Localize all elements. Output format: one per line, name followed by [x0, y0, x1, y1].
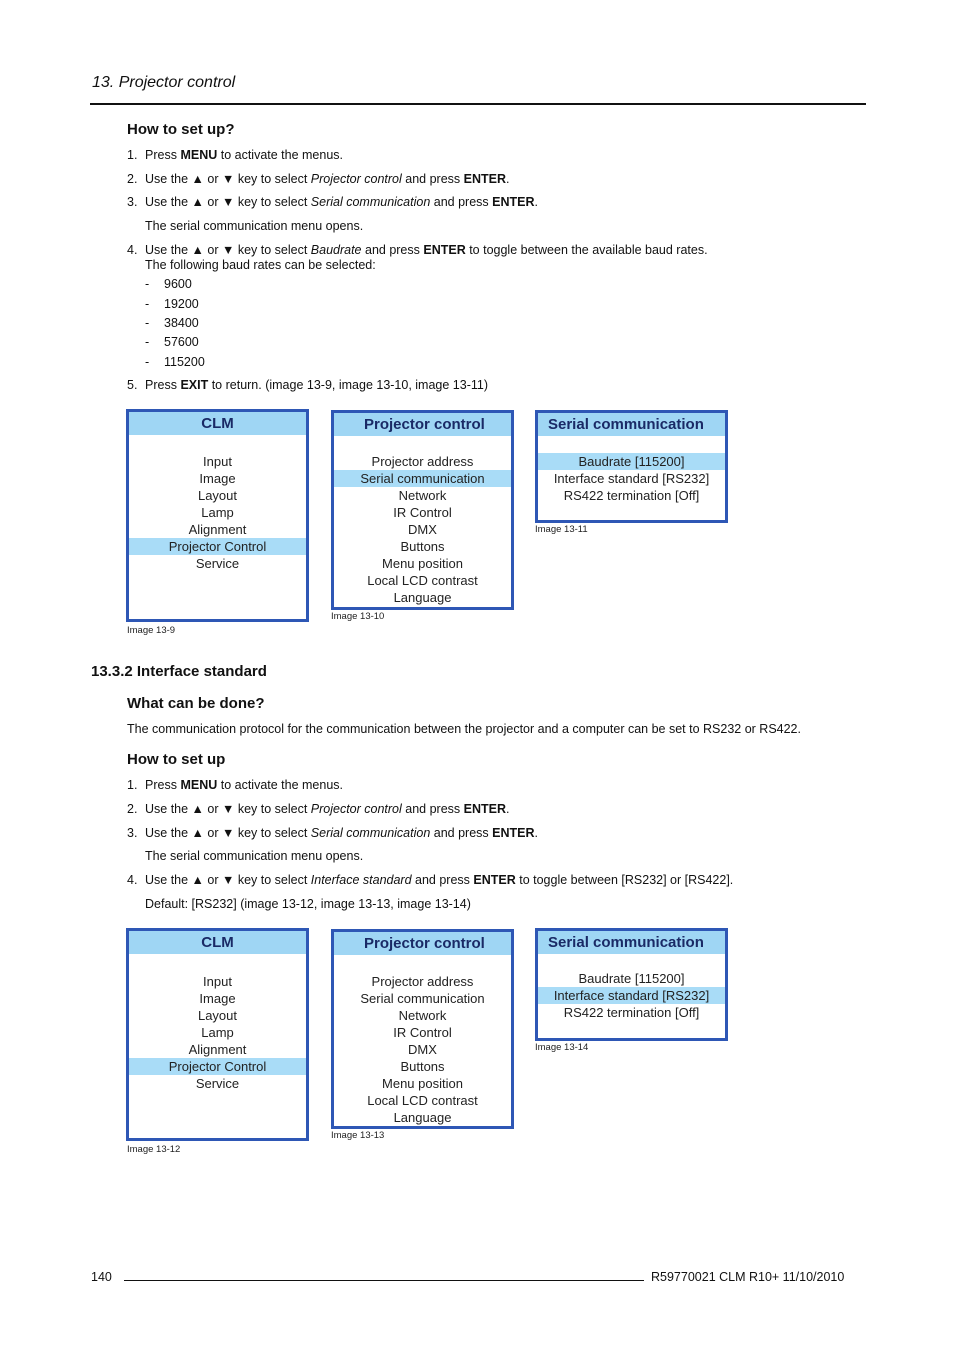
menu-title: Serial communication: [538, 931, 725, 954]
menu-item: DMX: [408, 522, 437, 537]
menu-title: Serial communication: [538, 413, 725, 436]
menu-item: Interface standard [RS232]: [553, 471, 710, 486]
page-number: 140: [91, 1270, 112, 1284]
menu-item: Menu position: [382, 1076, 463, 1091]
menu-item-selected: Serial communication: [334, 470, 511, 487]
menu-item: Service: [195, 1076, 240, 1091]
what-heading: What can be done?: [127, 695, 265, 712]
baud-rate-item: 38400: [164, 316, 199, 330]
clm-menu-screenshot: [126, 928, 309, 1141]
image-caption: Image 13-13: [331, 1130, 385, 1141]
menu-item: Lamp: [201, 1025, 234, 1040]
menu-item: Image: [199, 991, 236, 1006]
menu-item: Network: [398, 1008, 447, 1023]
bullet-dash: -: [145, 297, 150, 311]
menu-item: Image: [199, 471, 236, 486]
menu-item-selected: Baudrate [115200]: [538, 453, 725, 470]
menu-item: Local LCD contrast: [367, 573, 478, 588]
step-note: Default: [RS232] (image 13-12, image 13-13, image 13-14): [145, 897, 471, 911]
footer-divider: [124, 1280, 644, 1281]
projector-control-menu-screenshot: [331, 929, 514, 1129]
menu-item: Local LCD contrast: [367, 1093, 478, 1108]
step-text: Use the ▲ or ▼ key to select Projector control and press ENTER.: [145, 802, 510, 816]
bullet-dash: -: [145, 316, 150, 330]
menu-item: Layout: [197, 1008, 238, 1023]
step-note: The following baud rates can be selected:: [145, 258, 376, 272]
chapter-title: 13. Projector control: [92, 74, 236, 91]
menu-title: Projector control: [334, 932, 511, 955]
menu-item: Language: [393, 1110, 452, 1125]
step-text: Press MENU to activate the menus.: [145, 778, 344, 792]
baud-rate-item: 9600: [164, 277, 192, 291]
image-caption: Image 13-9: [127, 625, 176, 636]
bullet-dash: -: [145, 335, 150, 349]
menu-item: RS422 termination [Off]: [563, 488, 700, 503]
bullet-dash: -: [145, 277, 150, 291]
serial-communication-menu-screenshot: [535, 410, 728, 523]
menu-item: Service: [195, 556, 240, 571]
menu-item: Serial communication: [360, 991, 485, 1006]
menu-item: Buttons: [400, 1059, 445, 1074]
step-text: Use the ▲ or ▼ key to select Serial communication and press ENTER.: [145, 195, 538, 209]
baud-rate-item: 19200: [164, 297, 199, 311]
step-text: Press MENU to activate the menus.: [145, 148, 344, 162]
menu-title: CLM: [129, 412, 306, 435]
how-to-heading: How to set up?: [127, 121, 235, 138]
step-number: 4.: [127, 873, 138, 887]
menu-item: Projector address: [371, 974, 474, 989]
menu-item: Baudrate [115200]: [578, 971, 685, 986]
section-heading: 13.3.2 Interface standard: [91, 663, 267, 680]
clm-menu-screenshot: [126, 409, 309, 622]
menu-item-selected: Projector Control: [129, 538, 306, 555]
menu-item: Lamp: [201, 505, 234, 520]
baud-rate-item: 57600: [164, 335, 199, 349]
step-text: Use the ▲ or ▼ key to select Serial communication and press ENTER.: [145, 826, 538, 840]
step-note: The serial communication menu opens.: [145, 219, 364, 233]
menu-item: Network: [398, 488, 447, 503]
step-number: 4.: [127, 243, 138, 257]
image-caption: Image 13-12: [127, 1144, 181, 1155]
step-note: The serial communication menu opens.: [145, 849, 364, 863]
menu-item: Buttons: [400, 539, 445, 554]
document-id: R59770021 CLM R10+ 11/10/2010: [651, 1270, 845, 1284]
image-caption: Image 13-11: [535, 524, 588, 535]
menu-item: Alignment: [188, 1042, 247, 1057]
menu-item: Language: [393, 590, 452, 605]
step-number: 3.: [127, 826, 138, 840]
header-divider: [90, 103, 866, 105]
bullet-dash: -: [145, 355, 150, 369]
menu-item: RS422 termination [Off]: [563, 1005, 700, 1020]
image-caption: Image 13-10: [331, 611, 385, 622]
how-to-heading: How to set up: [127, 751, 226, 768]
step-text: Press EXIT to return. (image 13-9, image 13-10, image 13-11): [145, 378, 489, 392]
menu-item: DMX: [408, 1042, 437, 1057]
menu-item: IR Control: [393, 505, 452, 520]
menu-item: Projector address: [371, 454, 474, 469]
step-number: 5.: [127, 378, 138, 392]
serial-communication-menu-screenshot: [535, 928, 728, 1041]
step-number: 2.: [127, 802, 138, 816]
menu-item-selected: Projector Control: [129, 1058, 306, 1075]
menu-title: Projector control: [334, 413, 511, 436]
step-number: 2.: [127, 172, 138, 186]
step-text: Use the ▲ or ▼ key to select Projector control and press ENTER.: [145, 172, 510, 186]
projector-control-menu-screenshot: [331, 410, 514, 610]
menu-title: CLM: [129, 931, 306, 954]
image-caption: Image 13-14: [535, 1042, 589, 1053]
step-text: Use the ▲ or ▼ key to select Interface standard and press ENTER to toggle between [RS232] or [RS422].: [145, 873, 734, 887]
menu-item-selected: Interface standard [RS232]: [538, 987, 725, 1004]
menu-item: Alignment: [188, 522, 247, 537]
step-number: 3.: [127, 195, 138, 209]
menu-item: Layout: [197, 488, 238, 503]
menu-item: IR Control: [393, 1025, 452, 1040]
baud-rate-item: 115200: [164, 355, 205, 369]
menu-item: Menu position: [382, 556, 463, 571]
what-text: The communication protocol for the communication between the projector and a computer can be set to RS232 or RS422.: [127, 722, 801, 736]
menu-item: Input: [203, 454, 232, 469]
step-number: 1.: [127, 148, 138, 162]
step-number: 1.: [127, 778, 138, 792]
step-text: Use the ▲ or ▼ key to select Baudrate and press ENTER to toggle between the available baud rates.: [145, 243, 708, 257]
menu-item: Input: [203, 974, 232, 989]
